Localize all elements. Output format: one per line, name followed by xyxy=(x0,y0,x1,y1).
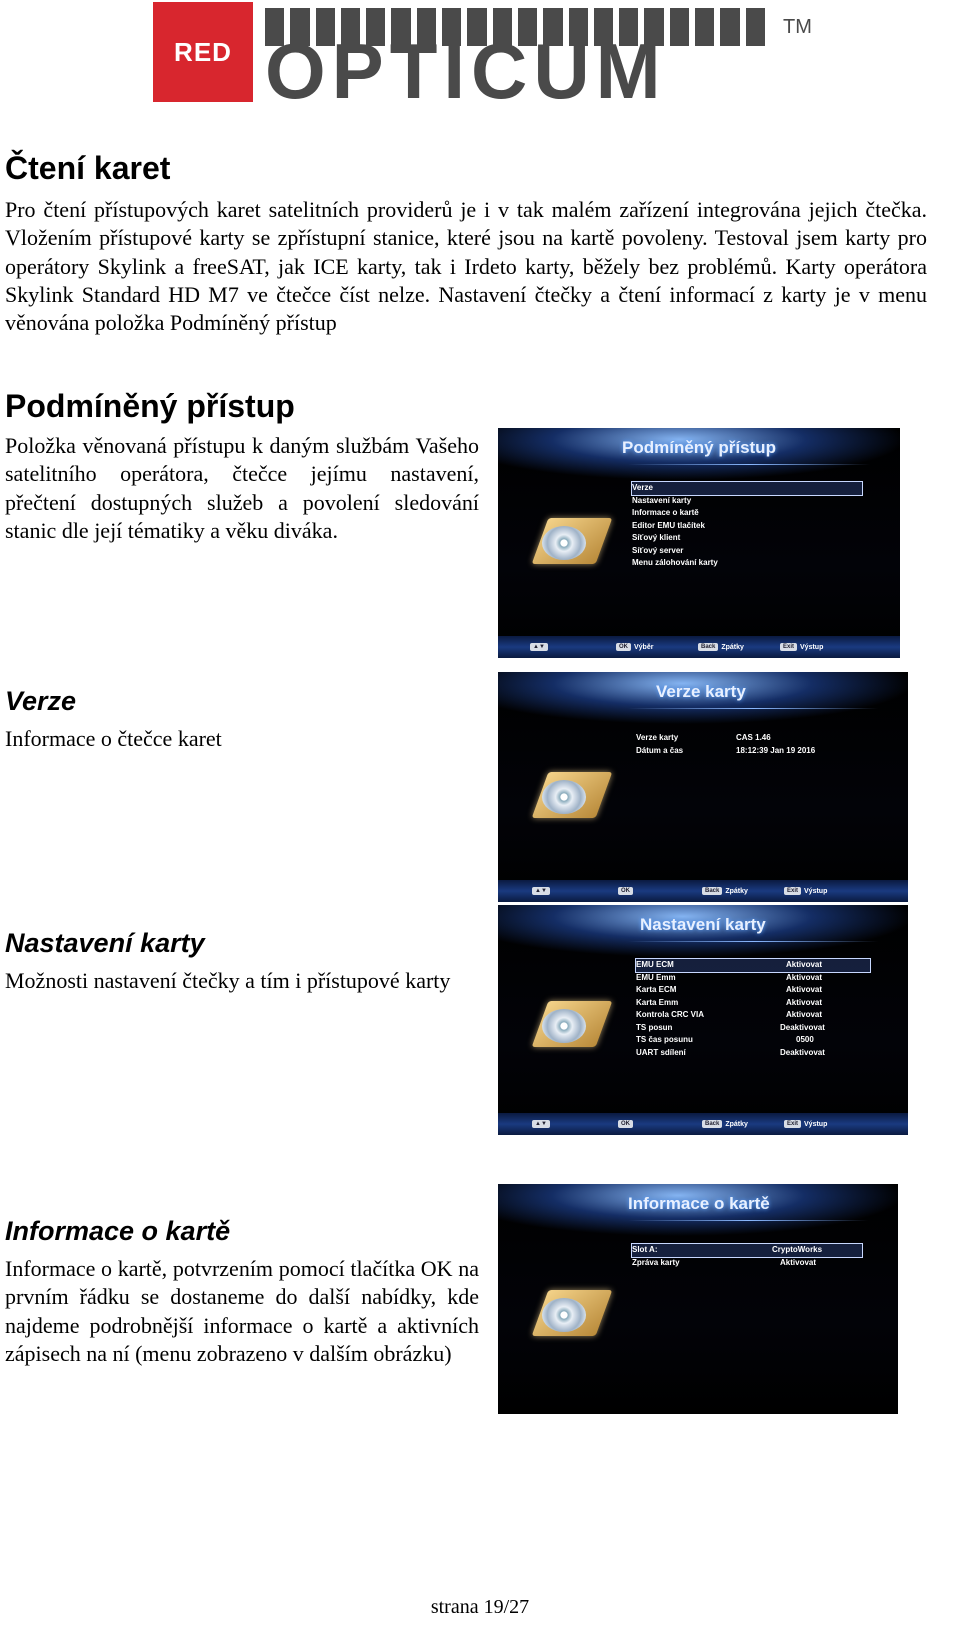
setting-ts-cas-posunu[interactable]: TS čas posunu 0500 xyxy=(636,1035,814,1044)
hint-ok: OK Výběr xyxy=(616,643,653,651)
logo-trademark: TM xyxy=(783,16,812,38)
heading-cteni-karet: Čtení karet xyxy=(5,150,171,186)
screen-menu xyxy=(632,482,862,570)
card-disc-icon xyxy=(528,1280,618,1340)
hint-navigate: ▲▼ xyxy=(532,1120,553,1128)
hint-navigate xyxy=(530,643,551,651)
logo-wordmark xyxy=(265,8,765,115)
card-disc-icon xyxy=(528,991,618,1051)
setting-karta-ecm[interactable]: Karta ECM Aktivovat xyxy=(636,985,823,994)
screenshot-informace-o-karte xyxy=(498,1184,898,1414)
paragraph-cteni-karet: Pro čtení přístupových karet satelitních providerů je i v tak malém zařízení integrována jejich čtečka. Vložením přístupové karty se zpřístupní stanice, které jsou na kartě povoleny. Testoval jsem karty pro operátory Skylink a freeSAT, jak ICE karty, tak i Irdeto karty, běžely bez problémů. Karty operátora Skylink Standard HD M7 ve čtečce číst nelze. Nastavení čtečky a čtení informací z karty je v menu věnována položka Podmíněný přístup xyxy=(5,197,927,336)
screen-title: Verze karty xyxy=(656,682,746,701)
menu-item-verze[interactable]: Verze xyxy=(632,482,862,495)
screen-title: Podmíněný přístup xyxy=(622,438,776,457)
screen-footer xyxy=(498,1113,908,1135)
key-back: Back xyxy=(698,643,718,651)
menu-item-informace-o-karte[interactable]: Informace o kartě xyxy=(632,508,699,517)
hint-ok: OK xyxy=(618,1120,636,1128)
logo-red-box xyxy=(153,2,253,102)
menu-item-zalohovani[interactable]: Menu zálohování karty xyxy=(632,558,718,567)
info-row-datum: Dátum a čas 18:12:39 Jan 19 2016 xyxy=(636,745,816,755)
info-row-verze: Verze karty CAS 1.46 xyxy=(636,733,771,742)
screen-title: Informace o kartě xyxy=(628,1194,770,1213)
hint-back: Back Zpátky xyxy=(698,643,744,651)
menu-item-editor-emu[interactable]: Editor EMU tlačítek xyxy=(632,520,705,530)
screenshot-podmineny-pristup xyxy=(498,428,900,658)
hint-exit: Exit Výstup xyxy=(780,643,823,651)
heading-nastaveni-karty: Nastavení karty xyxy=(5,928,205,958)
heading-podmineny-pristup: Podmíněný přístup xyxy=(5,388,295,424)
setting-crc-via[interactable]: Kontrola CRC VIA Aktivovat xyxy=(636,1010,823,1019)
hint-navigate: ▲▼ xyxy=(532,887,553,895)
opticum-logo xyxy=(153,0,813,115)
menu-item-sitovy-klient[interactable]: Síťový klient xyxy=(632,533,681,542)
card-disc-icon xyxy=(528,508,618,568)
setting-emu-emm[interactable]: EMU Emm Aktivovat xyxy=(636,972,823,982)
paragraph-podmineny-pristup: Položka věnovaná přístupu k daným službám Vašeho satelitního operátora, čtečce jejímu nastavení, přečtení dostupných služeb a povolení sledování stanic dle její tématiky a věku diváka. xyxy=(5,433,479,543)
setting-karta-emm[interactable]: Karta Emm Aktivovat xyxy=(636,997,823,1007)
logo-brand-text: OPTICUM xyxy=(265,27,667,115)
setting-emu-ecm[interactable]: EMU ECM Aktivovat xyxy=(636,959,870,972)
card-disc-icon xyxy=(528,762,618,822)
heading-verze: Verze xyxy=(5,686,77,716)
screenshot-verze-karty xyxy=(498,672,908,902)
card-info-slot-a[interactable]: Slot A: CryptoWorks xyxy=(632,1244,862,1257)
paragraph-informace-o-karte: Informace o kartě, potvrzením pomocí tlačítka OK na prvním řádku se dostaneme do další nabídky, kde najdeme podrobnější informace o kartě a aktivních zápisech na ní (menu zobrazeno v dalším obrázku) xyxy=(5,1256,479,1366)
hint-ok: OK xyxy=(618,887,636,895)
logo-red-text: RED xyxy=(174,36,232,67)
screen-footer xyxy=(498,880,908,902)
card-info-zprava[interactable]: Zpráva karty Aktivovat xyxy=(632,1257,817,1267)
hint-exit: Exit Výstup xyxy=(784,1120,827,1128)
screen-info-list xyxy=(636,732,876,757)
heading-informace-o-karte: Informace o kartě xyxy=(5,1216,231,1246)
screen-title: Nastavení karty xyxy=(640,915,766,934)
key-arrows: ▲▼ xyxy=(530,643,548,651)
paragraph-nastaveni-karty: Možnosti nastavení čtečky a tím i přístupové karty xyxy=(5,968,451,993)
screenshot-nastaveni-karty xyxy=(498,905,908,1135)
hint-back: Back Zpátky xyxy=(702,887,748,895)
key-exit: Exit xyxy=(780,643,797,651)
setting-uart-sdileni[interactable]: UART sdílení Deaktivovat xyxy=(636,1047,825,1057)
menu-item-nastaveni-karty[interactable]: Nastavení karty xyxy=(632,495,692,505)
paragraph-verze: Informace o čtečce karet xyxy=(5,726,222,751)
screen-footer xyxy=(498,636,900,658)
screen-settings-list xyxy=(636,959,870,1059)
page-number: strana 19/27 xyxy=(430,1596,530,1618)
hint-back: Back Zpátky xyxy=(702,1120,748,1128)
menu-item-sitovy-server[interactable]: Síťový server xyxy=(632,545,684,555)
key-ok: OK xyxy=(616,643,631,651)
setting-ts-posun[interactable]: TS posun Deaktivovat xyxy=(636,1022,825,1032)
hint-exit: Exit Výstup xyxy=(784,887,827,895)
screen-card-info-list xyxy=(632,1244,862,1269)
